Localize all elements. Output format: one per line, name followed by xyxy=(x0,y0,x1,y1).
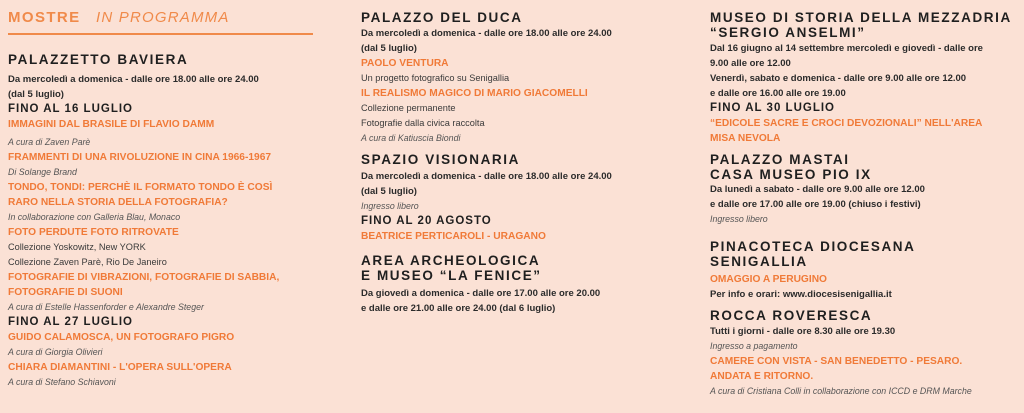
curator: A cura di Cristiana Colli in collaborazione con ICCD e DRM Marche xyxy=(710,386,972,396)
venue-hours-note: (dal 5 luglio) xyxy=(8,89,64,100)
exhibition-title: BEATRICE PERTICAROLI - URAGANO xyxy=(361,231,546,242)
exhibition-title: PAOLO VENTURA xyxy=(361,58,449,69)
exhibition-title: IMMAGINI DAL BRASILE DI FLAVIO DAMM xyxy=(8,119,215,130)
venue-title-cont: “SERGIO ANSELMI” xyxy=(710,25,866,40)
venue-hours: Da mercoledì a domenica - dalle ore 18.00 alle ore 24.00 xyxy=(361,171,612,182)
exhibition-title: TONDO, TONDI: PERCHÈ IL FORMATO TONDO È COSÌ xyxy=(8,182,273,193)
exhibition-title: “EDICOLE SACRE E CROCI DEVOZIONALI” NELL'AREA xyxy=(710,118,983,129)
venue-hours-note: (dal 5 luglio) xyxy=(361,186,417,197)
until-date: FINO AL 16 LUGLIO xyxy=(8,103,133,115)
header-title-italic: IN PROGRAMMA xyxy=(96,9,230,26)
exhibition-title: FOTO PERDUTE FOTO RITROVATE xyxy=(8,227,179,238)
venue-title-cont: CASA MUSEO PIO IX xyxy=(710,167,872,182)
entry-info: Ingresso a pagamento xyxy=(710,341,798,351)
exhibition-title: OMAGGIO A PERUGINO xyxy=(710,274,827,285)
venue-hours: Da giovedì a domenica - dalle ore 17.00 alle ore 20.00 xyxy=(361,288,601,299)
curator: A cura di Estelle Hassenforder e Alexandre Steger xyxy=(8,302,204,312)
venue-area-archeologica xyxy=(361,253,661,316)
info-line: Per info e orari: www.diocesisenigallia.it xyxy=(710,289,892,300)
until-date: FINO AL 30 LUGLIO xyxy=(710,102,835,114)
venue-hours-note: (dal 5 luglio) xyxy=(361,43,417,54)
venue-title: PALAZZO DEL DUCA xyxy=(361,10,523,25)
exhibition-title-cont: ANDATA E RITORNO. xyxy=(710,371,814,382)
venue-hours-cont: e dalle ore 21.00 alle ore 24.00 (dal 6 luglio) xyxy=(361,303,556,314)
curator: Di Solange Brand xyxy=(8,167,77,177)
section-header xyxy=(8,6,313,35)
entry-info: Ingresso libero xyxy=(361,201,419,211)
venue-title: MUSEO DI STORIA DELLA MEZZADRIA xyxy=(710,10,1012,25)
exhibition-title-cont: FOTOGRAFIE DI SUONI xyxy=(8,287,123,298)
exhibition-title: FOTOGRAFIE DI VIBRAZIONI, FOTOGRAFIE DI SABBIA, xyxy=(8,272,280,283)
venue-title-cont: SENIGALLIA xyxy=(710,254,808,269)
exhibition-title: IL REALISMO MAGICO DI MARIO GIACOMELLI xyxy=(361,88,588,99)
venue-title: PALAZZO MASTAI xyxy=(710,152,850,167)
exhibition-title: CAMERE CON VISTA - SAN BENEDETTO - PESARO. xyxy=(710,356,963,367)
venue-rocca-roveresca xyxy=(710,308,1015,399)
venue-palazzetto-baviera xyxy=(8,52,313,390)
exhibition-title-cont: RARO NELLA STORIA DELLA FOTOGRAFIA? xyxy=(8,197,228,208)
venue-hours: Da lunedì a sabato - dalle ore 9.00 alle ore 12.00 xyxy=(710,184,925,195)
venue-title: PINACOTECA DIOCESANA xyxy=(710,239,916,254)
collection-note: Collezione permanente xyxy=(361,103,456,113)
venue-museo-mezzadria xyxy=(710,10,1015,146)
venue-palazzo-mastai xyxy=(710,152,1015,227)
until-date: FINO AL 20 AGOSTO xyxy=(361,215,492,227)
venue-hours-cont: e dalle ore 17.00 alle ore 19.00 (chiuso i festivi) xyxy=(710,199,921,210)
venue-pinacoteca-diocesana xyxy=(710,239,1015,302)
collection-note: Collezione Yoskowitz, New YORK xyxy=(8,242,146,252)
until-date: FINO AL 27 LUGLIO xyxy=(8,316,133,328)
entry-info: Ingresso libero xyxy=(710,214,768,224)
header-title-bold: MOSTRE xyxy=(8,9,81,26)
venue-hours: Venerdì, sabato e domenica - dalle ore 9.00 alle ore 12.00 xyxy=(710,73,967,84)
collection-note: Fotografie dalla civica raccolta xyxy=(361,118,485,128)
venue-hours: Da mercoledì a domenica - dalle ore 18.00 alle ore 24.00 xyxy=(8,74,259,85)
venue-hours: Dal 16 giugno al 14 settembre mercoledì e giovedì - dalle ore xyxy=(710,43,983,54)
exhibition-title: FRAMMENTI DI UNA RIVOLUZIONE IN CINA 1966-1967 xyxy=(8,152,272,163)
curator: In collaborazione con Galleria Blau, Monaco xyxy=(8,212,181,222)
venue-title-cont: E MUSEO “LA FENICE” xyxy=(361,268,542,283)
venue-hours-cont: 9.00 alle ore 12.00 xyxy=(710,58,791,69)
exhibition-title-cont: MISA NEVOLA xyxy=(710,133,781,144)
curator: A cura di Zaven Parè xyxy=(8,137,91,147)
curator: A cura di Giorgia Olivieri xyxy=(8,347,103,357)
venue-hours: Da mercoledì a domenica - dalle ore 18.00 alle ore 24.00 xyxy=(361,28,612,39)
venue-palazzo-del-duca xyxy=(361,10,661,146)
venue-title: ROCCA ROVERESCA xyxy=(710,308,873,323)
venue-title: SPAZIO VISIONARIA xyxy=(361,152,520,167)
exhibition-title: GUIDO CALAMOSCA, UN FOTOGRAFO PIGRO xyxy=(8,332,235,343)
curator: A cura di Katiuscia Biondi xyxy=(361,133,461,143)
venue-hours-cont: e dalle ore 16.00 alle ore 19.00 xyxy=(710,88,846,99)
curator: A cura di Stefano Schiavoni xyxy=(8,377,116,387)
venue-spazio-visionaria xyxy=(361,152,661,244)
venue-title: PALAZZETTO BAVIERA xyxy=(8,52,189,67)
venue-hours: Tutti i giorni - dalle ore 8.30 alle ore 19.30 xyxy=(710,326,896,337)
exhibition-note: Un progetto fotografico su Senigallia xyxy=(361,73,510,83)
venue-title: AREA ARCHEOLOGICA xyxy=(361,253,541,268)
collection-note: Collezione Zaven Parè, Rio De Janeiro xyxy=(8,257,167,267)
exhibition-title: CHIARA DIAMANTINI - L'OPERA SULL'OPERA xyxy=(8,362,232,373)
